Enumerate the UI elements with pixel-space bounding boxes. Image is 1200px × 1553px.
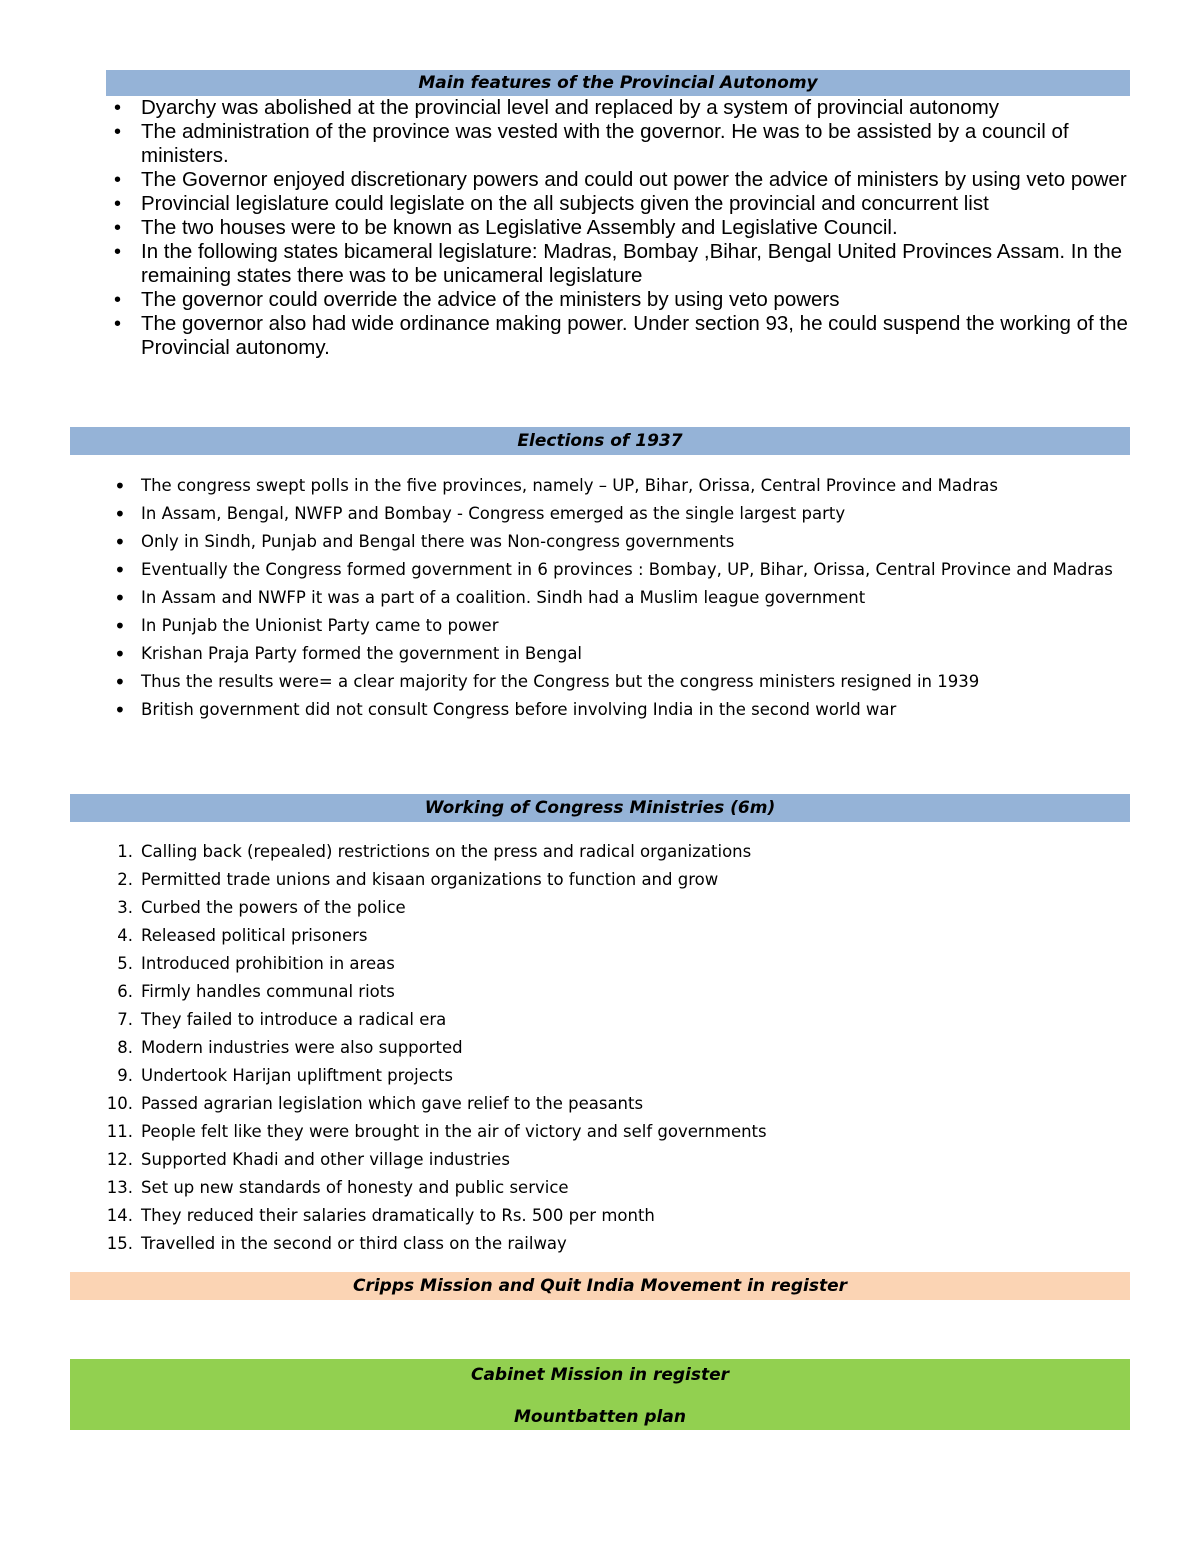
list-item: • In Assam, Bengal, NWFP and Bombay - Congress emerged as the single largest party bbox=[141, 500, 1131, 528]
list-item: • The governor also had wide ordinance making power. Under section 93, he could suspend the working of the Provincial autonomy. bbox=[141, 312, 1131, 360]
list-item: • Thus the results were= a clear majority for the Congress but the congress ministers resigned in 1939 bbox=[141, 668, 1131, 696]
list-item bbox=[106, 1202, 1131, 1230]
cabinet-heading: Cabinet Mission in register bbox=[470, 1365, 730, 1385]
list-item bbox=[106, 1118, 1131, 1146]
provincial-list bbox=[141, 96, 1131, 360]
item-text: Curbed the powers of the police bbox=[141, 898, 406, 917]
ministries-heading-band bbox=[70, 794, 1130, 822]
list-item bbox=[117, 950, 1131, 978]
list-item: • The two houses were to be known as Legislative Assembly and Legislative Council. bbox=[141, 216, 1131, 240]
list-item bbox=[117, 1062, 1131, 1090]
item-number: 11. bbox=[106, 1122, 133, 1141]
list-item bbox=[117, 866, 1131, 894]
elections-heading-band bbox=[70, 427, 1130, 455]
item-number: 12. bbox=[106, 1150, 133, 1169]
list-item: • British government did not consult Congress before involving India in the second world war bbox=[141, 696, 1131, 724]
list-item bbox=[106, 1174, 1131, 1202]
list-item: • Eventually the Congress formed government in 6 provinces : Bombay, UP, Bihar, Orissa, Central Province and Madras bbox=[141, 556, 1131, 584]
item-text: Travelled in the second or third class on the railway bbox=[141, 1234, 567, 1253]
item-number: 14. bbox=[106, 1206, 133, 1225]
list-item bbox=[117, 1034, 1131, 1062]
mountbatten-heading: Mountbatten plan bbox=[514, 1407, 686, 1427]
item-text: Permitted trade unions and kisaan organizations to function and grow bbox=[141, 870, 719, 889]
list-item: • In Assam and NWFP it was a part of a coalition. Sindh had a Muslim league government bbox=[141, 584, 1131, 612]
item-text: Modern industries were also supported bbox=[141, 1038, 463, 1057]
ministries-list bbox=[106, 838, 1131, 1258]
item-number: 5. bbox=[117, 954, 133, 973]
cabinet-heading-band bbox=[70, 1359, 1130, 1430]
item-text: People felt like they were brought in the air of victory and self governments bbox=[141, 1122, 767, 1141]
item-number: 10. bbox=[106, 1094, 133, 1113]
list-item: • The governor could override the advice of the ministers by using veto powers bbox=[141, 288, 1131, 312]
list-item bbox=[117, 922, 1131, 950]
item-text: They reduced their salaries dramatically to Rs. 500 per month bbox=[141, 1206, 655, 1225]
item-number: 3. bbox=[117, 898, 133, 917]
item-number: 15. bbox=[106, 1234, 133, 1253]
item-number: 8. bbox=[117, 1038, 133, 1057]
item-number: 1. bbox=[117, 842, 133, 861]
list-item bbox=[117, 978, 1131, 1006]
list-item: • Provincial legislature could legislate on the all subjects given the provincial and concurrent list bbox=[141, 192, 1131, 216]
list-item: • Only in Sindh, Punjab and Bengal there was Non-congress governments bbox=[141, 528, 1131, 556]
list-item bbox=[106, 1146, 1131, 1174]
item-text: Supported Khadi and other village industries bbox=[141, 1150, 510, 1169]
item-number: 13. bbox=[106, 1178, 133, 1197]
list-item bbox=[117, 838, 1131, 866]
item-number: 2. bbox=[117, 870, 133, 889]
list-item bbox=[106, 1230, 1131, 1258]
provincial-heading: Main features of the Provincial Autonomy bbox=[418, 73, 818, 93]
cripps-heading-band bbox=[70, 1272, 1130, 1300]
list-item bbox=[117, 894, 1131, 922]
item-text: Firmly handles communal riots bbox=[141, 982, 395, 1001]
elections-list bbox=[141, 472, 1131, 724]
item-text: Undertook Harijan upliftment projects bbox=[141, 1066, 454, 1085]
cripps-heading: Cripps Mission and Quit India Movement in register bbox=[353, 1276, 847, 1296]
list-item: • Krishan Praja Party formed the government in Bengal bbox=[141, 640, 1131, 668]
list-item: • In Punjab the Unionist Party came to power bbox=[141, 612, 1131, 640]
item-number: 9. bbox=[117, 1066, 133, 1085]
list-item bbox=[117, 1006, 1131, 1034]
list-item: • In the following states bicameral legislature: Madras, Bombay ,Bihar, Bengal United Provinces Assam. In the remaining states there was to be unicameral legislature bbox=[141, 240, 1131, 288]
item-text: Set up new standards of honesty and public service bbox=[141, 1178, 569, 1197]
list-item: • The congress swept polls in the five provinces, namely – UP, Bihar, Orissa, Central Province and Madras bbox=[141, 472, 1131, 500]
list-item bbox=[106, 1090, 1131, 1118]
item-text: Passed agrarian legislation which gave relief to the peasants bbox=[141, 1094, 644, 1113]
item-number: 6. bbox=[117, 982, 133, 1001]
ministries-heading: Working of Congress Ministries (6m) bbox=[424, 798, 776, 818]
provincial-heading-band bbox=[106, 70, 1130, 96]
item-text: Calling back (repealed) restrictions on the press and radical organizations bbox=[141, 842, 752, 861]
elections-heading: Elections of 1937 bbox=[517, 431, 683, 451]
item-text: Released political prisoners bbox=[141, 926, 368, 945]
list-item: • The administration of the province was vested with the governor. He was to be assisted by a council of ministers. bbox=[141, 120, 1131, 168]
list-item: • The Governor enjoyed discretionary powers and could out power the advice of ministers by using veto power bbox=[141, 168, 1131, 192]
item-number: 4. bbox=[117, 926, 133, 945]
item-text: Introduced prohibition in areas bbox=[141, 954, 395, 973]
list-item: • Dyarchy was abolished at the provincial level and replaced by a system of provincial autonomy bbox=[141, 96, 1131, 120]
item-text: They failed to introduce a radical era bbox=[141, 1010, 447, 1029]
item-number: 7. bbox=[117, 1010, 133, 1029]
